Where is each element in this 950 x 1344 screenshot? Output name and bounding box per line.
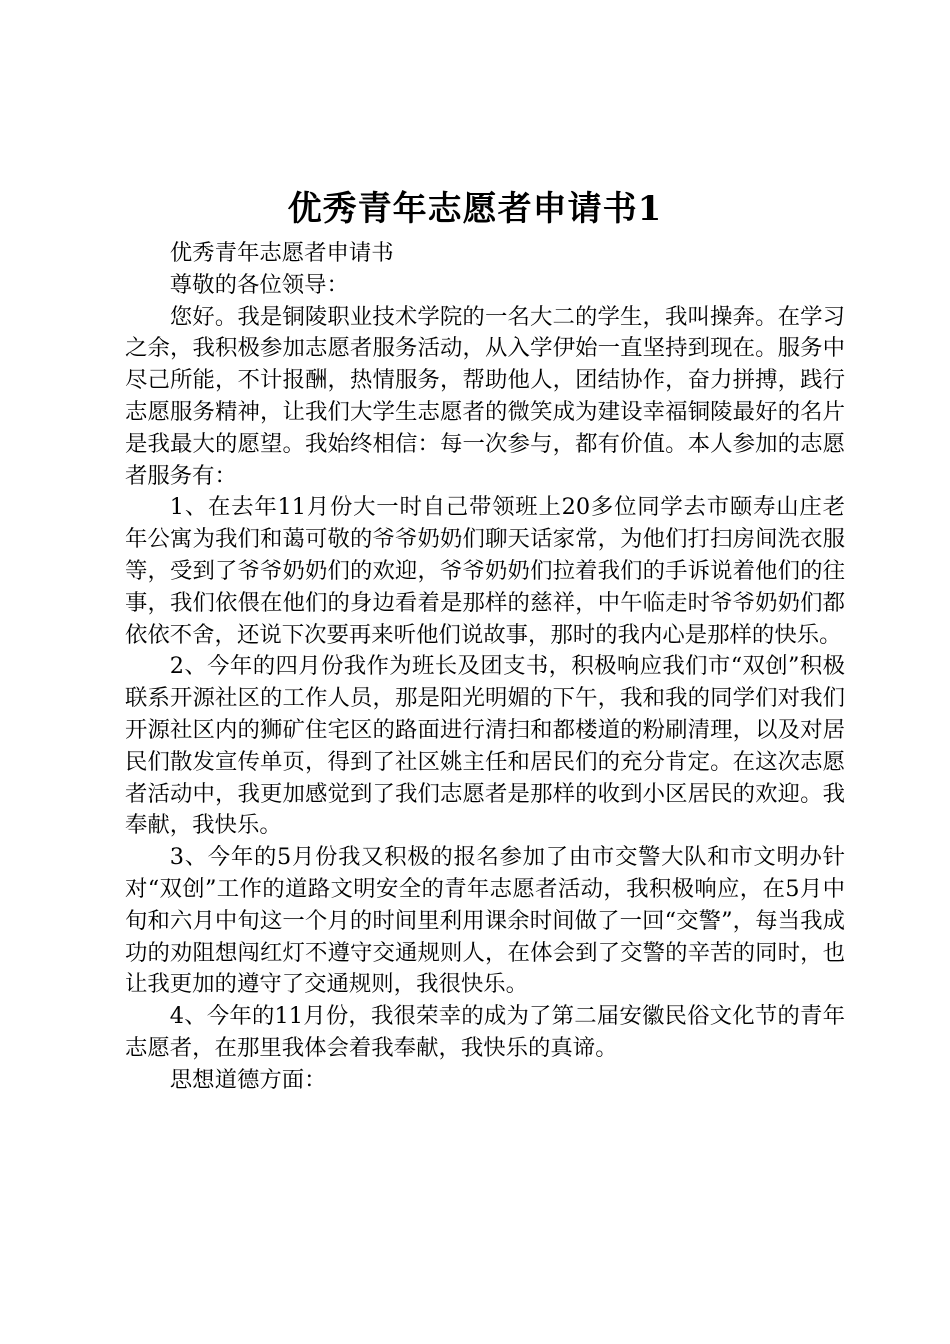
intro-paragraph: 您好。我是铜陵职业技术学院的一名大二的学生，我叫操奔。在学习之余，我积极参加志愿者服务活动，从入学伊始一直坚持到现在。服务中尽己所能，不计报酬，热情服务，帮助他人，团结协作，奋力拼搏，践行志愿服务精神，让我们大学生志愿者的微笑成为建设幸福铜陵最好的名片是我最大的愿望。我始终相信：每一次参与，都有价值。本人参加的志愿者服务有： xyxy=(125,303,845,489)
salutation-paragraph: 尊敬的各位领导： xyxy=(169,271,349,298)
subtitle-paragraph: 优秀青年志愿者申请书 xyxy=(169,240,394,266)
document-title: 优秀青年志愿者申请书1 xyxy=(287,189,663,229)
activity-paragraph-3: 3、今年的5月份我又积极的报名参加了由市交警大队和市文明办针对“双创”工作的道路文明安全的青年志愿者活动，我积极响应，在5月中旬和六月中旬这一个月的时间里利用课余时间做了一回“交警”，每当我成功的劝阻想闯红灯不遵守交通规则人，在体会到了交警的辛苦的同时，也让我更加的遵守了交通规则，我很快乐。 xyxy=(125,844,845,998)
section-heading-paragraph: 思想道德方面： xyxy=(169,1066,327,1093)
activity-paragraph-2: 2、今年的四月份我作为班长及团支书，积极响应我们市“双创”积极联系开源社区的工作人员，那是阳光明媚的下午，我和我的同学们对我们开源社区内的狮矿住宅区的路面进行清扫和都楼道的粉刷清理，以及对居民们散发宣传单页，得到了社区姚主任和居民们的充分肯定。在这次志愿者活动中，我更加感觉到了我们志愿者是那样的收到小区居民的欢迎。我奉献，我快乐。 xyxy=(125,653,845,839)
document-body xyxy=(125,238,845,1097)
activity-paragraph-1: 1、在去年11月份大一时自己带领班上20多位同学去市颐寿山庄老年公寓为我们和蔼可敬的爷爷奶奶们聊天话家常，为他们打扫房间洗衣服等，受到了爷爷奶奶们的欢迎，爷爷奶奶们拉着我们的手诉说着他们的往事，我们依偎在他们的身边看着是那样的慈祥，中午临走时爷爷奶奶们都依依不舍，还说下次要再来听他们说故事，那时的我内心是那样的快乐。 xyxy=(125,494,845,648)
activity-paragraph-4: 4、今年的11月份，我很荣幸的成为了第二届安徽民俗文化节的青年志愿者，在那里我体会着我奉献，我快乐的真谛。 xyxy=(125,1003,845,1061)
